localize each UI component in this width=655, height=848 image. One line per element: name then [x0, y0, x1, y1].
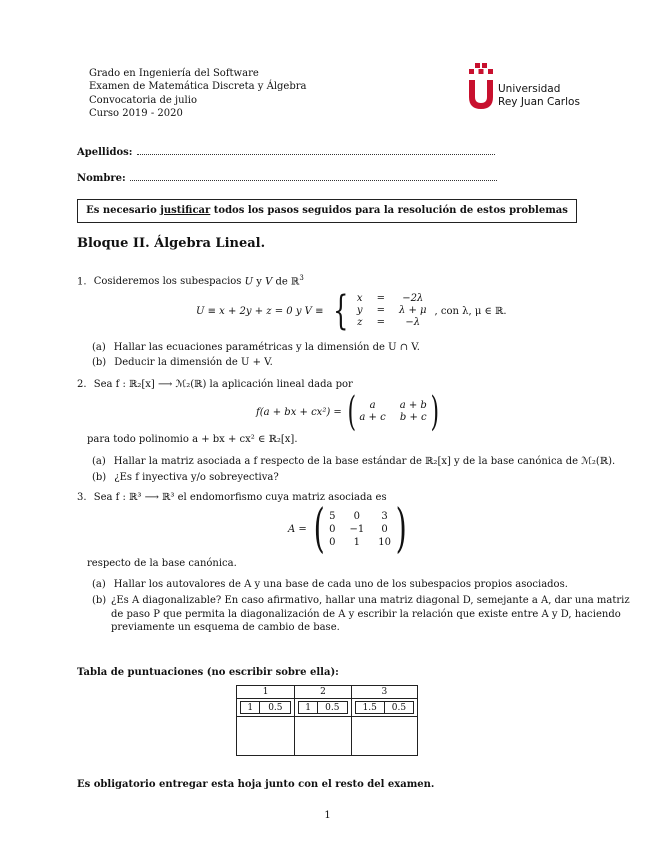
item-label: (a): [92, 579, 106, 590]
sys-cell: =: [376, 317, 385, 328]
symbol-u: U: [244, 276, 254, 288]
matrix-cell: a: [369, 400, 376, 411]
matrix-cell: 0: [329, 523, 336, 535]
problem-3-equation: [288, 499, 411, 559]
sys-cell: =: [376, 293, 385, 304]
matrix-a: [329, 510, 391, 549]
problem-3b-text: [111, 594, 630, 635]
sys-cell: =: [376, 305, 385, 316]
notice-text-start: Es necesario: [86, 205, 161, 216]
problem-number: 1.: [77, 276, 87, 288]
item-label: (b): [92, 357, 107, 368]
score-col-label: 3: [351, 686, 417, 699]
equation-tail: , con λ, μ ∈ ℝ.: [434, 305, 507, 317]
score-header-row: [237, 686, 418, 699]
sys-cell: y: [356, 305, 363, 316]
matrix-cell: 0: [381, 523, 388, 535]
sys-cell: λ + μ: [398, 305, 427, 316]
score-part: 0.5: [318, 702, 348, 714]
matrix-cell: b + c: [399, 412, 427, 423]
item-label: (b): [92, 472, 107, 483]
problem-3-after: respecto de la base canónica.: [87, 558, 237, 569]
problem-2-after: para todo polinomio a + bx + cx² ∈ ℝ₂[x].: [87, 434, 298, 445]
problem-2a: [92, 455, 615, 468]
item-text-line: de paso P que permita la diagonalización de A y escribir la relación que existe entre A y D, haciendo: [111, 608, 621, 620]
exponent: 3: [299, 274, 304, 282]
matrix-cell: 0: [353, 510, 361, 522]
item-text: Deducir la dimensión de U + V.: [114, 357, 273, 368]
notice-underlined-word: justificar: [160, 205, 211, 216]
surname-field[interactable]: [77, 145, 495, 158]
call-line: Convocatoria de julio: [89, 94, 197, 106]
right-paren: ): [430, 389, 439, 435]
score-parts-cell: [237, 699, 295, 717]
score-part: 1: [241, 702, 260, 714]
item-text-line: ¿Es A diagonalizable? En caso afirmativo, hallar una matriz diagonal D, semejante a A, dar una matriz: [111, 595, 630, 606]
problem-1b: [92, 356, 273, 369]
item-label: (b): [92, 595, 107, 606]
problem-2-equation: [256, 389, 442, 435]
surname-line[interactable]: [137, 145, 495, 155]
sys-cell: −2λ: [402, 293, 424, 304]
score-part: 1: [299, 702, 318, 714]
score-table: [236, 685, 418, 756]
matrix-cell: 3: [381, 510, 388, 522]
problem-number: 3.: [77, 492, 87, 503]
score-part: 0.5: [384, 702, 413, 714]
problem-1-intro: Cosideremos los subespacios: [93, 276, 245, 288]
problem-1a: [92, 341, 420, 354]
item-label: (a): [92, 456, 106, 467]
matrix-cell: 1: [353, 536, 361, 548]
problem-3: [77, 491, 387, 504]
mandatory-notice: Es obligatorio entregar esta hoja junto con el resto del examen.: [77, 779, 435, 790]
problem-2: [77, 378, 353, 391]
parametric-system: [357, 293, 427, 329]
item-text-line: previamente un esquema de cambio de base.: [111, 622, 340, 633]
problem-2b: [92, 471, 279, 484]
logo-university-text: Universidad: [498, 83, 561, 95]
text-de-r: de ℝ: [272, 276, 300, 288]
name-label: Nombre:: [77, 173, 126, 184]
exam-subject-line: Examen de Matemática Discreta y Álgebra: [89, 81, 307, 93]
item-text: ¿Es f inyectiva y/o sobreyectiva?: [114, 472, 279, 483]
surname-label: Apellidos:: [77, 147, 133, 158]
problem-3b: [92, 594, 106, 607]
score-blank-cell: [237, 717, 295, 756]
name-field[interactable]: [77, 171, 497, 184]
problem-2-intro: Sea f : ℝ₂[x] ⟶ ℳ₂(ℝ) la aplicación lineal dada por: [93, 379, 353, 390]
problem-1: [77, 272, 304, 288]
matrix-cell: 0: [329, 536, 336, 548]
sys-cell: x: [356, 293, 363, 304]
degree-line: Grado en Ingeniería del Software: [89, 68, 259, 79]
matrix-cell: a + c: [359, 412, 386, 423]
score-part: 0.5: [260, 702, 291, 714]
image-matrix: [359, 400, 426, 424]
matrix-cell: −1: [349, 523, 365, 535]
matrix-cell: a + b: [399, 400, 427, 411]
score-blank-cell: [295, 717, 351, 756]
left-paren: (: [313, 499, 325, 559]
item-label: (a): [92, 342, 106, 353]
course-line: Curso 2019 - 2020: [89, 108, 183, 120]
score-parts-cell: [351, 699, 417, 717]
university-logo: [466, 63, 586, 115]
urjc-emblem-icon: [466, 63, 498, 115]
sys-cell: −λ: [405, 317, 421, 328]
problem-3a: [92, 578, 568, 591]
item-text: Hallar los autovalores de A y una base de cada uno de los subespacios propios asociados.: [113, 579, 568, 590]
matrix-cell: 10: [378, 536, 391, 548]
problem-3-intro: Sea f : ℝ³ ⟶ ℝ³ el endomorfismo cuya matriz asociada es: [93, 492, 387, 503]
item-text: Hallar la matriz asociada a f respecto de la base estándar de ℝ₂[x] y de la base canónica de ℳ₂(ℝ).: [113, 456, 616, 467]
justify-notice: [77, 199, 577, 223]
item-text: Hallar las ecuaciones paramétricas y la dimensión de U ∩ V.: [113, 342, 420, 353]
left-paren: (: [347, 389, 356, 435]
text-y: y: [253, 276, 266, 288]
score-parts-cell: [295, 699, 351, 717]
name-line[interactable]: [130, 171, 497, 181]
score-part: 1.5: [355, 702, 384, 714]
matrix-cell: 5: [329, 510, 336, 522]
page-number: 1: [324, 810, 331, 821]
score-parts-row: [237, 699, 418, 717]
left-brace: {: [333, 288, 349, 334]
matrix-lhs: A =: [288, 523, 307, 535]
map-definition: f(a + bx + cx²) =: [256, 406, 342, 418]
score-col-label: 2: [295, 686, 351, 699]
score-col-label: 1: [237, 686, 295, 699]
score-blank-row: [237, 717, 418, 756]
block-title: Bloque II. Álgebra Lineal.: [77, 236, 266, 251]
score-table-title: Tabla de puntuaciones (no escribir sobre ella):: [77, 667, 339, 678]
score-blank-cell: [351, 717, 417, 756]
exam-header: [89, 67, 306, 121]
sys-cell: z: [357, 317, 363, 328]
problem-number: 2.: [77, 379, 87, 390]
problem-1-equation: [196, 290, 507, 332]
logo-name-text: Rey Juan Carlos: [498, 96, 580, 108]
equation-u-v: U ≡ x + 2y + z = 0 y V ≡: [196, 305, 324, 317]
right-paren: ): [395, 499, 407, 559]
notice-text-end: todos los pasos seguidos para la resolución de estos problemas: [210, 205, 568, 216]
symbol-v: V: [265, 276, 273, 288]
